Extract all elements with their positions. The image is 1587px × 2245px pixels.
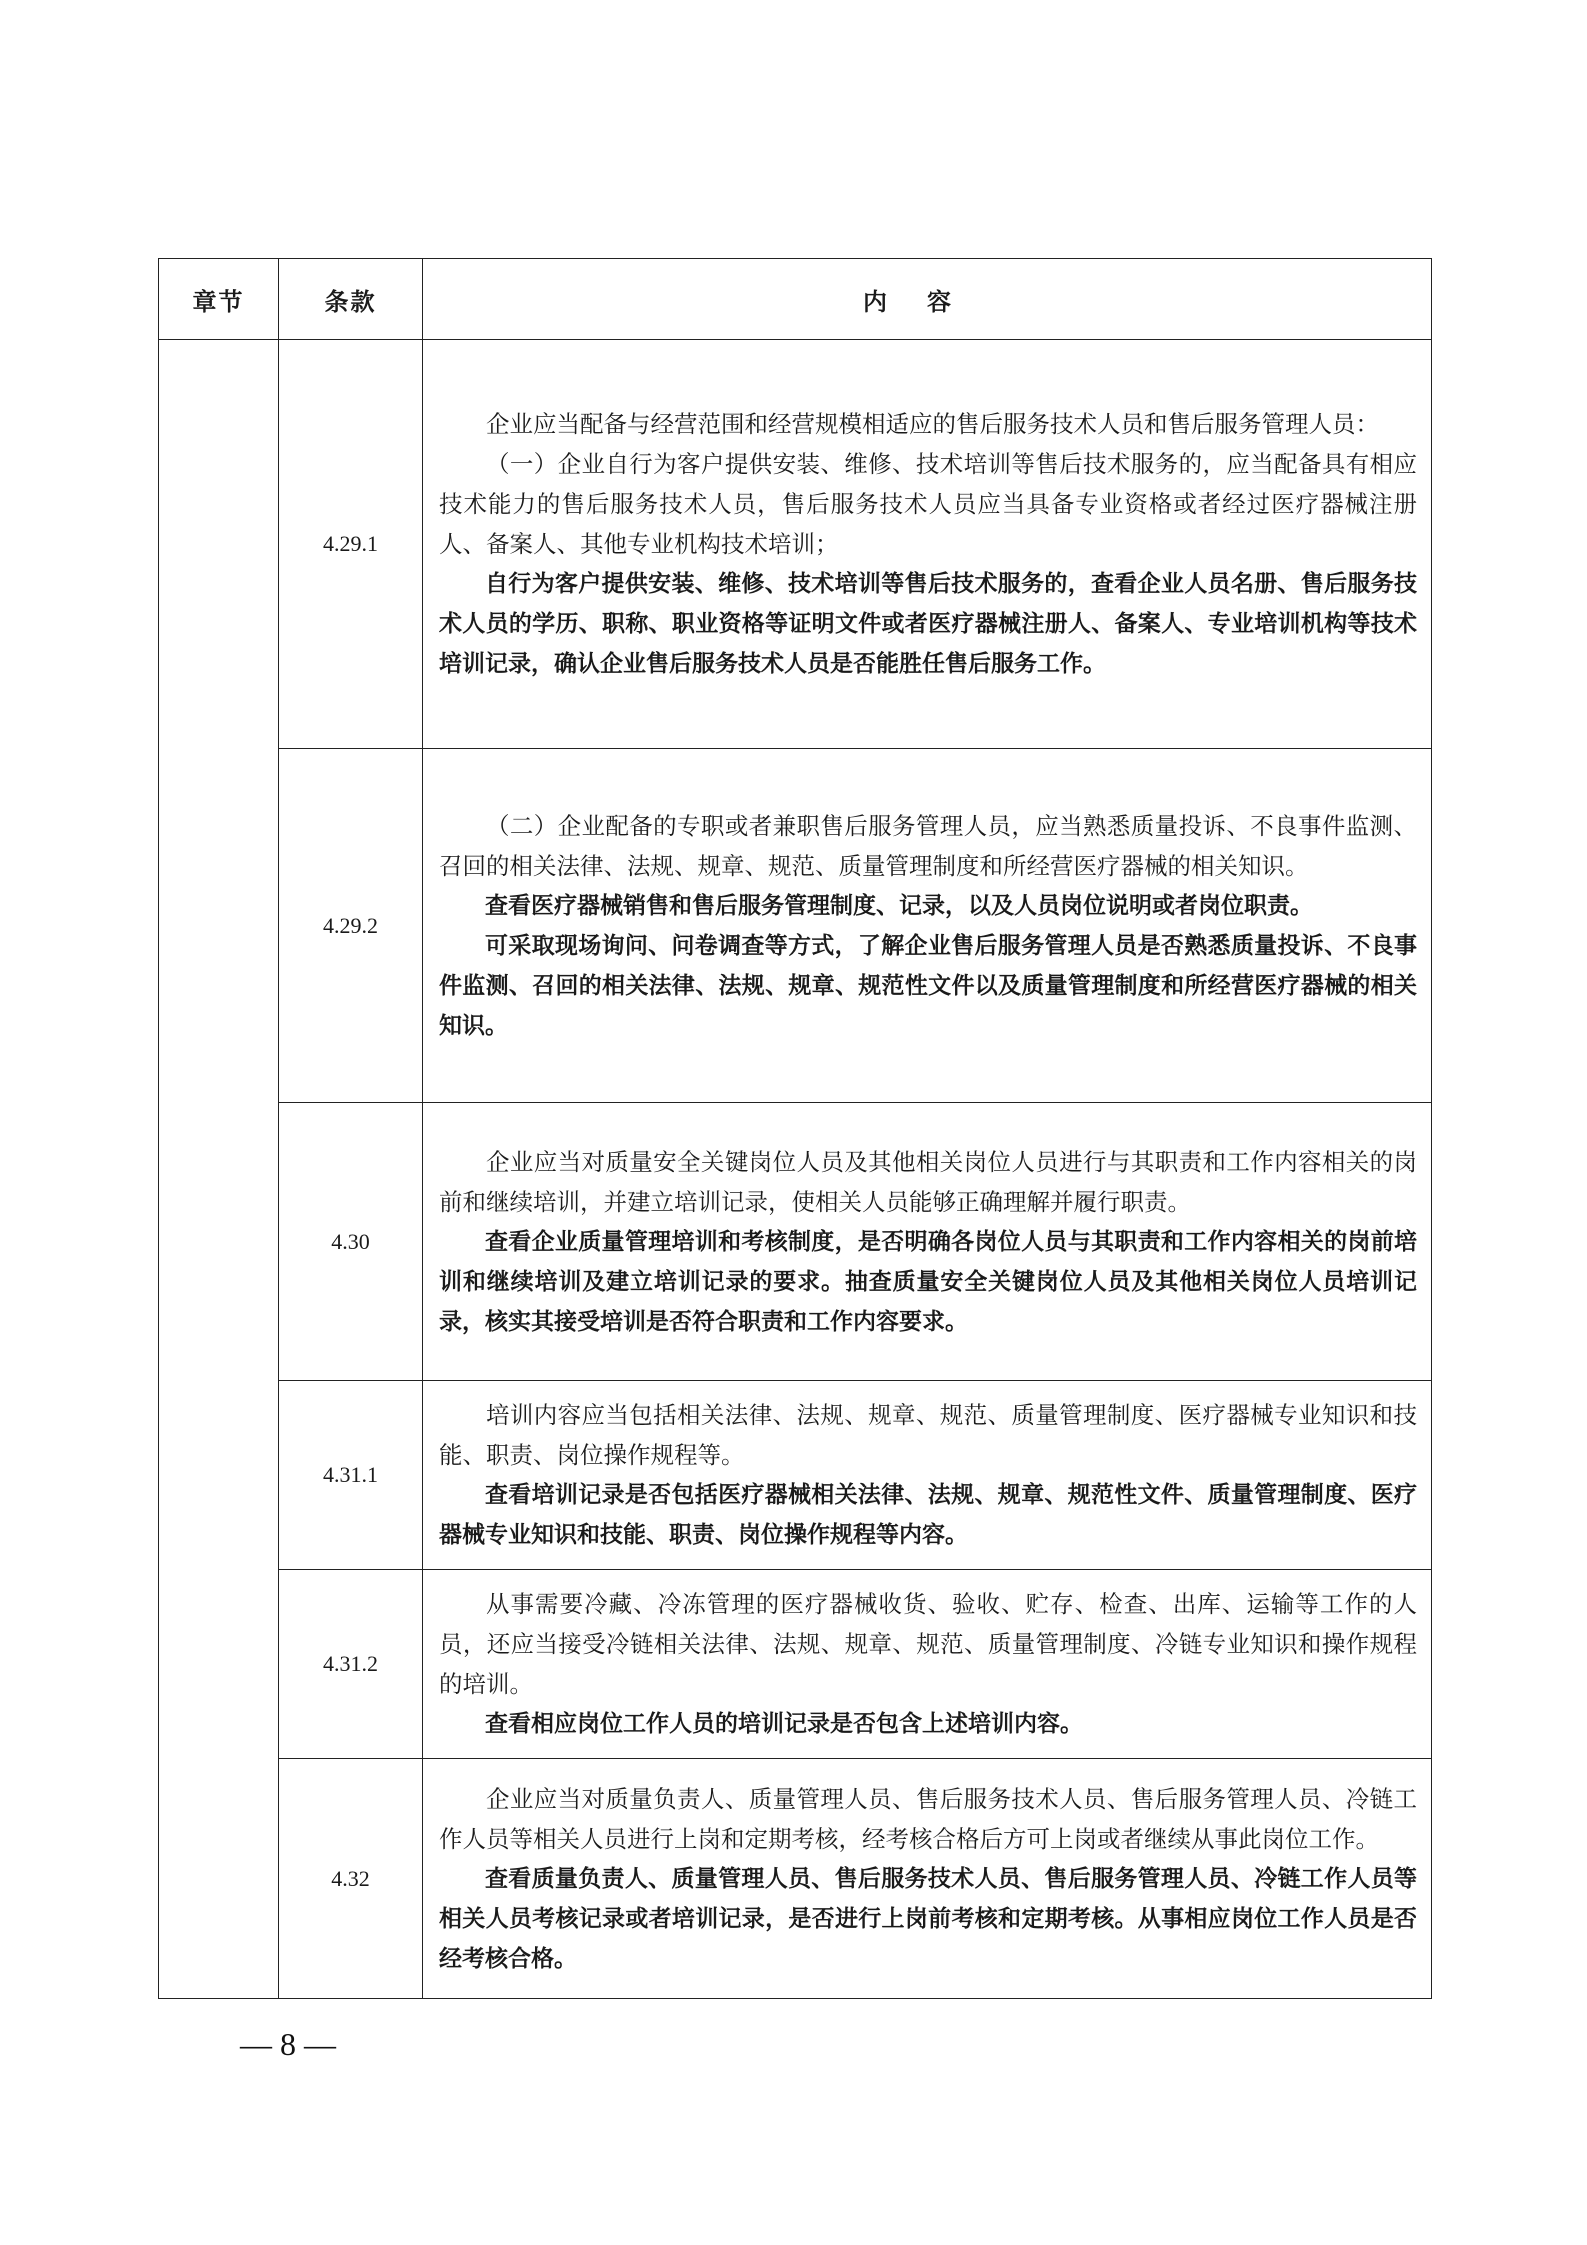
table-row: [159, 1381, 1432, 1570]
clause-cell: 4.29.1: [279, 340, 423, 749]
clause-cell: 4.30: [279, 1103, 423, 1381]
header-content: [423, 259, 1432, 340]
inspection-paragraph: 查看相应岗位工作人员的培训记录是否包含上述培训内容。: [485, 1711, 1083, 1737]
requirement-paragraph: （一）企业自行为客户提供安装、维修、技术培训等售后技术服务的，应当配备具有相应技术能力的售后服务技术人员，售后服务技术人员应当具备专业资格或者经过医疗器械注册人、备案人、其他专业机构技术培训；: [439, 450, 1417, 558]
inspection-table: [158, 258, 1432, 1999]
inspection-paragraph: 自行为客户提供安装、维修、技术培训等售后技术服务的，查看企业人员名册、售后服务技术人员的学历、职称、职业资格等证明文件或者医疗器械注册人、备案人、专业培训机构等技术培训记录，确认企业售后服务技术人员是否能胜任售后服务工作。: [439, 571, 1417, 677]
content-cell: [423, 1128, 1431, 1356]
table-row: [159, 340, 1432, 749]
requirement-paragraph: 企业应当配备与经营范围和经营规模相适应的售后服务技术人员和售后服务管理人员：: [486, 410, 1379, 438]
header-chapter: 章节: [159, 259, 279, 340]
requirement-paragraph: （二）企业配备的专职或者兼职售后服务管理人员，应当熟悉质量投诉、不良事件监测、召回的相关法律、法规、规章、规范、质量管理制度和所经营医疗器械的相关知识。: [439, 811, 1417, 880]
clause-cell: 4.31.1: [279, 1381, 423, 1570]
clause-cell: 4.29.2: [279, 749, 423, 1103]
content-cell: [423, 390, 1431, 698]
requirement-paragraph: 从事需要冷藏、冷冻管理的医疗器械收货、验收、贮存、检查、出库、运输等工作的人员，还应当接受冷链相关法律、法规、规章、规范、质量管理制度、冷链专业知识和操作规程的培训。: [439, 1590, 1417, 1698]
requirement-paragraph: 企业应当对质量负责人、质量管理人员、售后服务技术人员、售后服务管理人员、冷链工作人员等相关人员进行上岗和定期考核，经考核合格后方可上岗或者继续从事此岗位工作。: [439, 1784, 1417, 1853]
inspection-paragraph: 可采取现场询问、问卷调查等方式，了解企业售后服务管理人员是否熟悉质量投诉、不良事件监测、召回的相关法律、法规、规章、规范性文件以及质量管理制度和所经营医疗器械的相关知识。: [439, 932, 1417, 1039]
table-header-row: [159, 259, 1432, 340]
header-content-label: 内容: [863, 287, 991, 316]
table-row: [159, 1103, 1432, 1381]
clause-cell: 4.32: [279, 1759, 423, 1999]
table-row: [159, 1570, 1432, 1759]
table-row: [159, 1759, 1432, 1999]
content-cell: [423, 1570, 1431, 1758]
inspection-paragraph: 查看医疗器械销售和售后服务管理制度、记录，以及人员岗位说明或者岗位职责。: [485, 892, 1313, 919]
header-clause: 条款: [279, 259, 423, 340]
requirement-paragraph: 培训内容应当包括相关法律、法规、规章、规范、质量管理制度、医疗器械专业知识和技能、职责、岗位操作规程等。: [439, 1401, 1417, 1469]
inspection-paragraph: 查看培训记录是否包括医疗器械相关法律、法规、规章、规范性文件、质量管理制度、医疗器械专业知识和技能、职责、岗位操作规程等内容。: [439, 1482, 1417, 1548]
page-number: — 8 —: [240, 2026, 336, 2062]
requirement-paragraph: 企业应当对质量安全关键岗位人员及其他相关岗位人员进行与其职责和工作内容相关的岗前和继续培训，并建立培训记录，使相关人员能够正确理解并履行职责。: [439, 1147, 1417, 1216]
content-cell: [423, 1381, 1431, 1569]
inspection-paragraph: 查看企业质量管理培训和考核制度，是否明确各岗位人员与其职责和工作内容相关的岗前培训和继续培训及建立培训记录的要求。抽查质量安全关键岗位人员及其他相关岗位人员培训记录，核实其接受培训是否符合职责和工作内容要求。: [439, 1228, 1417, 1335]
inspection-paragraph: 查看质量负责人、质量管理人员、售后服务技术人员、售后服务管理人员、冷链工作人员等相关人员考核记录或者培训记录，是否进行上岗前考核和定期考核。从事相应岗位工作人员是否经考核合格。: [439, 1865, 1417, 1972]
chapter-cell: [159, 340, 279, 1999]
table-body: [159, 340, 1432, 1999]
content-cell: [423, 1765, 1431, 1993]
clause-cell: 4.31.2: [279, 1570, 423, 1759]
table-row: [159, 749, 1432, 1103]
content-cell: [423, 792, 1431, 1060]
